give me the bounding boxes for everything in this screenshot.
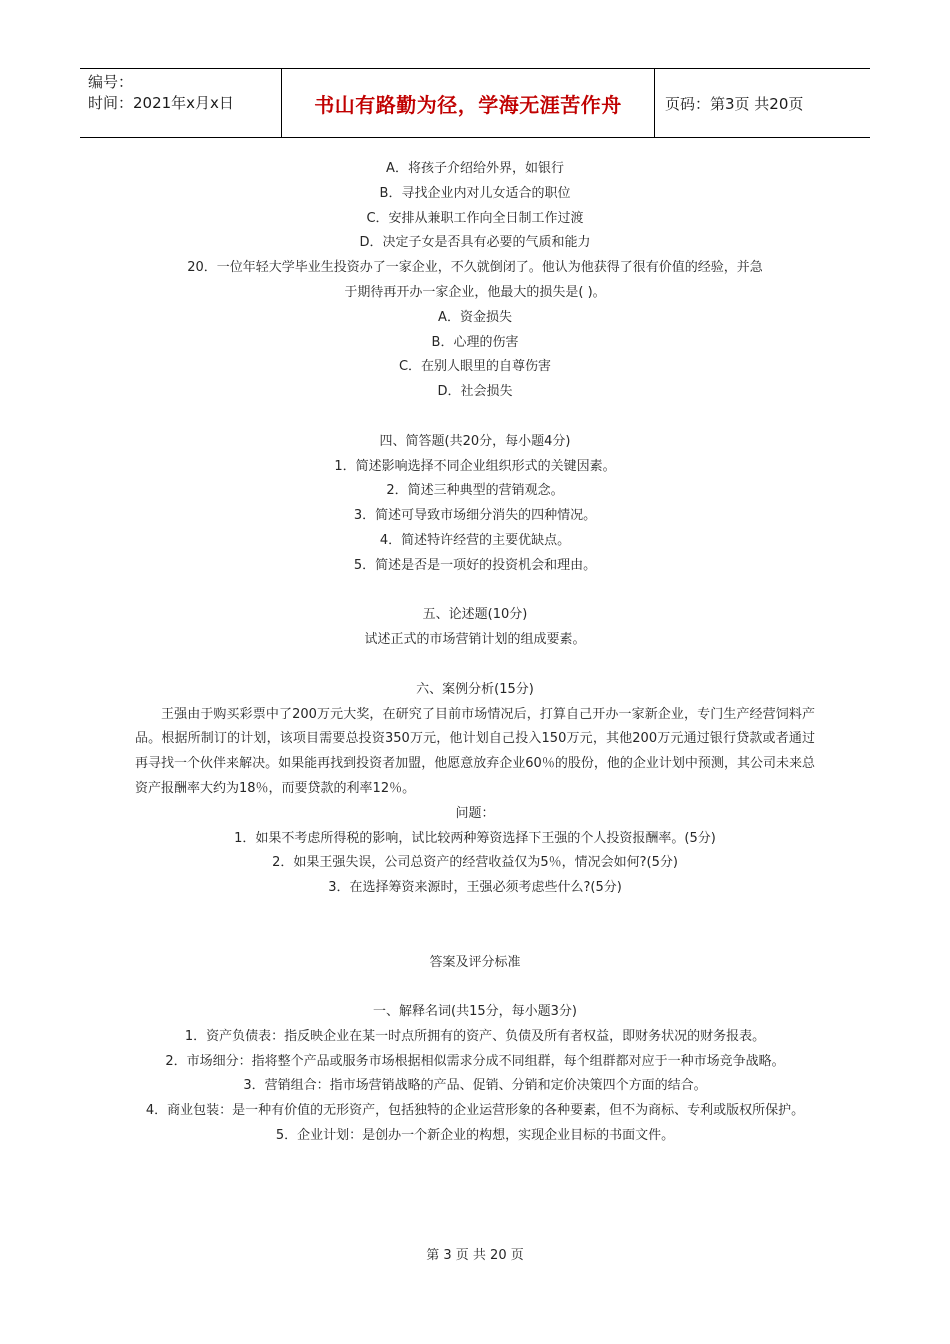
case-question-2: 2．如果王强失误，公司总资产的经营收益仅为5％，情况会如何?(5分) bbox=[272, 855, 678, 871]
q20-line-1: 20．一位年轻大学毕业生投资办了一家企业，不久就倒闭了。他认为他获得了很有价值的经验，并急 bbox=[187, 260, 763, 276]
section4-item-1: 1．简述影响选择不同企业组织形式的关键因素。 bbox=[334, 458, 616, 474]
section4-item-5: 5．简述是否是一项好的投资机会和理由。 bbox=[353, 557, 597, 573]
header-motto: 书山有路勤为径，学海无涯苦作舟 bbox=[281, 69, 655, 137]
answer-item-2: 2．市场细分：指将整个产品或服务市场根据相似需求分成不同组群，每个组群都对应于一种市场竞争战略。 bbox=[165, 1053, 785, 1069]
section5-question: 试述正式的市场营销计划的组成要素。 bbox=[364, 632, 586, 648]
answer-item-1: 1．资产负债表：指反映企业在某一时点所拥有的资产、负债及所有者权益，即财务状况的财务报表。 bbox=[184, 1028, 766, 1044]
header-meta bbox=[80, 69, 281, 137]
answers-title: 答案及评分标准 bbox=[429, 954, 521, 970]
case-question-label: 问题： bbox=[455, 805, 495, 821]
case-question-1: 1．如果不考虑所得税的影响，试比较两种筹资选择下王强的个人投资报酬率。(5分) bbox=[234, 830, 716, 846]
section4-item-4: 4．简述特许经营的主要优缺点。 bbox=[379, 532, 571, 548]
answer-item-3: 3．营销组合：指市场营销战略的产品、促销、分销和定价决策四个方面的结合。 bbox=[243, 1078, 707, 1094]
answers-section1-title: 一、解释名词(共15分，每小题3分) bbox=[373, 1004, 577, 1020]
serial-label: 编号： bbox=[88, 73, 134, 91]
q20-option-b: B．心理的伤害 bbox=[431, 334, 519, 350]
section4-title: 四、简答题(共20分，每小题4分) bbox=[379, 433, 571, 449]
header-page-label: 页码：第3页 共20页 bbox=[665, 94, 804, 113]
q19-option-c: C．安排从兼职工作向全日制工作过渡 bbox=[366, 210, 584, 226]
section4-item-3: 3．简述可导致市场细分消失的四种情况。 bbox=[353, 508, 597, 524]
q20-option-d: D．社会损失 bbox=[437, 384, 513, 400]
case-question-3: 3．在选择筹资来源时，王强必须考虑些什么?(5分) bbox=[328, 880, 622, 896]
q20-option-a: A．资金损失 bbox=[438, 309, 512, 325]
q20-option-c: C．在别人眼里的自尊伤害 bbox=[398, 359, 552, 375]
time-label: 时间：2021年x月x日 bbox=[88, 94, 234, 112]
page-header bbox=[80, 68, 870, 138]
q19-option-b: B．寻找企业内对儿女适合的职位 bbox=[379, 185, 571, 201]
page-footer: 第 3 页 共 20 页 bbox=[426, 1248, 524, 1263]
section4-item-2: 2．简述三种典型的营销观念。 bbox=[386, 483, 564, 499]
section6-title: 六、案例分析(15分) bbox=[416, 681, 534, 697]
section5-title: 五、论述题(10分) bbox=[422, 607, 528, 623]
q19-option-a: A．将孩子介绍给外界，如银行 bbox=[386, 161, 564, 176]
answer-item-5: 5．企业计划：是创办一个新企业的构想，实现企业目标的书面文件。 bbox=[275, 1128, 675, 1144]
document-body bbox=[135, 157, 815, 1149]
q19-option-d: D．决定子女是否具有必要的气质和能力 bbox=[359, 235, 591, 251]
answer-item-4: 4．商业包装：是一种有价值的无形资产，包括独特的企业运营形象的各种要素，但不为商标、专利或版权所保护。 bbox=[145, 1103, 805, 1119]
q20-line-2: 于期待再开办一家企业，他最大的损失是( )。 bbox=[344, 284, 606, 300]
case-text: 王强由于购买彩票中了200万元大奖，在研究了目前市场情况后，打算自己开办一家新企业，专门生产经营饲料产品。根据所制订的计划，该项目需要总投资350万元，他计划自己投入150万元，其他200万元通过银行贷款或者通过再寻找一个伙伴来解决。如果能再找到投资者加盟，他愿意放弃企业60％的股份，他的企业计划中预测，其公司未来总资产报酬率大约为18％，而要贷款的利率12％。 bbox=[135, 706, 815, 796]
